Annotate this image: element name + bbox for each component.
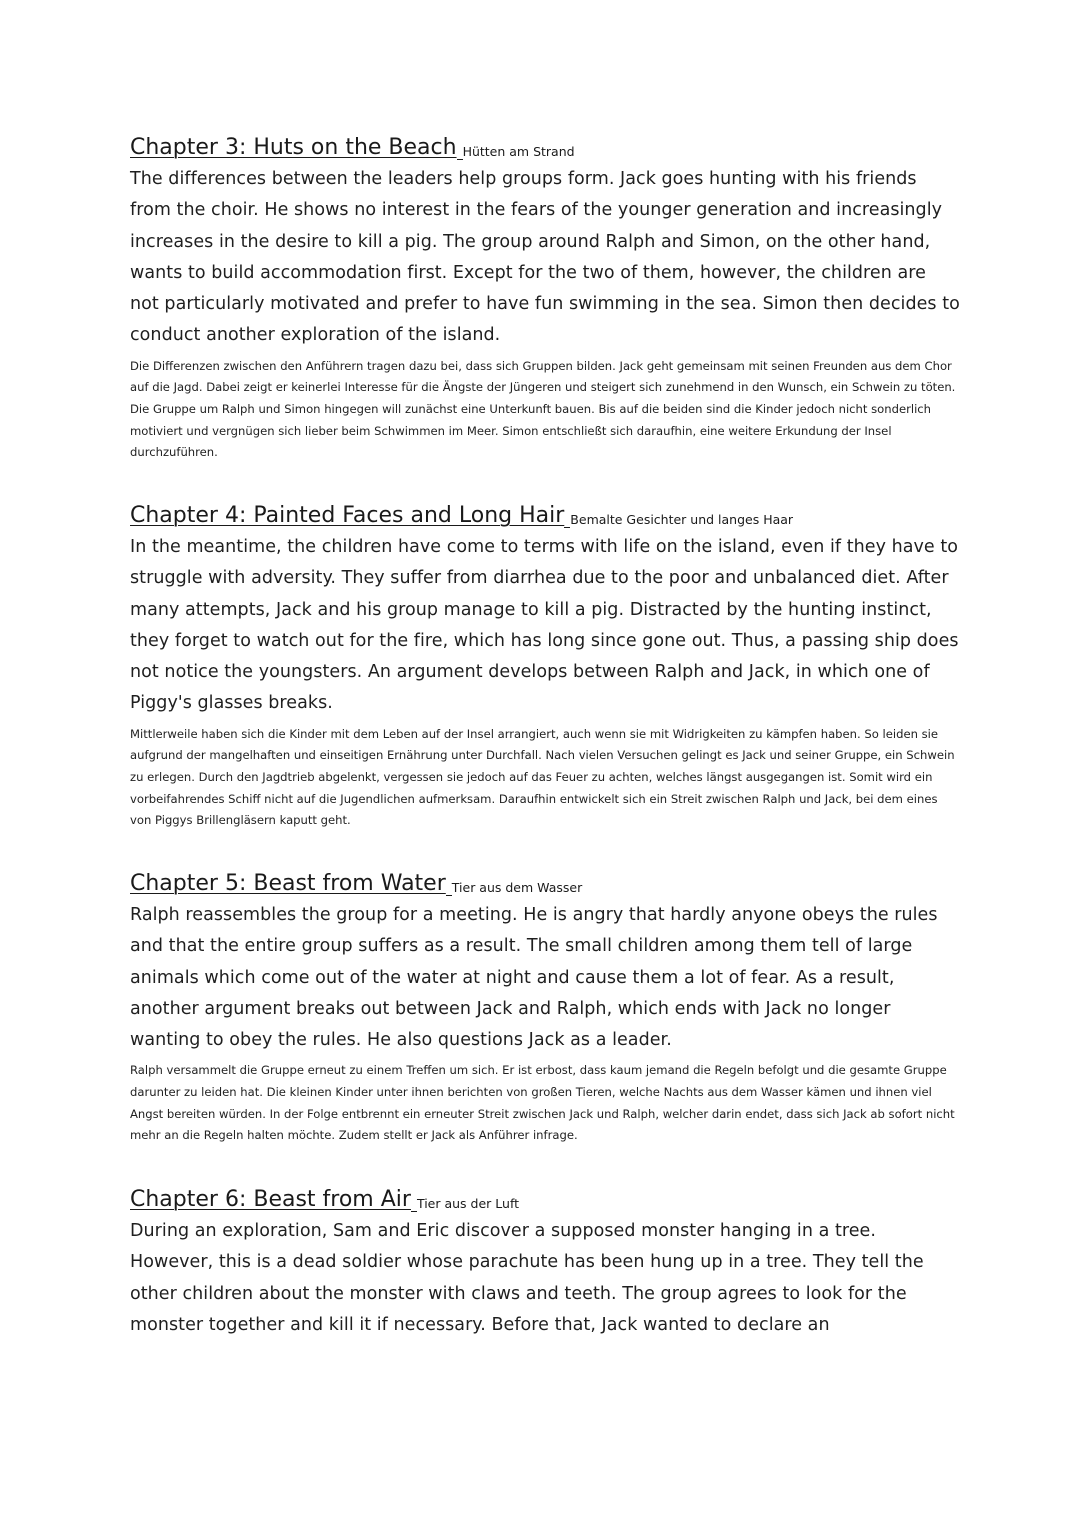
chapter-subtitle: Tier aus der Luft (416, 1196, 520, 1211)
chapter-subtitle: Tier aus dem Wasser (451, 880, 583, 895)
chapter-heading (130, 130, 960, 162)
english-summary: In the meantime, the children have come to terms with life on the island, even if they have to struggle with adversity. They suffer from diarrhea due to the poor and unbalanced diet. After many attempts, Jack and his group manage to kill a pig. Distracted by the hunting instinct, they forget to watch out for the fire, which has long since gone out. Thus, a passing ship does not notice the youngsters. An argument develops between Ralph and Jack, in which one of Piggy's glasses breaks. (130, 537, 959, 714)
english-summary: During an exploration, Sam and Eric discover a supposed monster hanging in a tree. However, this is a dead soldier whose parachute has been hung up in a tree. They tell the other children about the monster with claws and teeth. The group agrees to look for the monster together and kill it if necessary. Before that, Jack wanted to declare an (130, 1221, 924, 1335)
chapter-5-section (130, 866, 960, 1147)
chapter-3-section (130, 130, 960, 464)
german-summary: Mittlerweile haben sich die Kinder mit dem Leben auf der Insel arrangiert, auch wenn sie mit Widrigkeiten zu kämpfen haben. So leiden sie aufgrund der mangelhaften und einseitigen Ernährung unter Durchfall. Nach vielen Versuchen gelingt es Jack und seiner Gruppe, ein Schwein zu erlegen. Durch den Jagdtrieb abgelenkt, vergessen sie jedoch auf das Feuer zu achten, welches längst ausgegangen ist. Somit wird ein vorbeifahrendes Schiff nicht auf die Jugendlichen aufmerksam. Daraufhin entwickelt sich ein Streit zwischen Ralph und Jack, bei dem eines von Piggys Brillengläsern kaputt geht. (130, 726, 955, 828)
chapter-4-section (130, 498, 960, 832)
german-summary: Die Differenzen zwischen den Anführern tragen dazu bei, dass sich Gruppen bilden. Jack geht gemeinsam mit seinen Freunden aus dem Chor auf die Jagd. Dabei zeigt er keinerlei Interesse für die Ängste der Jüngeren und steigert sich zunehmend in den Wunsch, ein Schwein zu töten. Die Gruppe um Ralph und Simon hingegen will zunächst eine Unterkunft bauen. Bis auf die beiden sind die Kinder jedoch nicht sonderlich motiviert und vergnügen sich lieber beim Schwimmen im Meer. Simon entschließt sich daraufhin, eine weitere Erkundung der Insel durchzuführen. (130, 358, 956, 460)
chapter-title: Chapter 4: Painted Faces and Long Hair (130, 503, 565, 528)
english-summary: The differences between the leaders help groups form. Jack goes hunting with his friends from the choir. He shows no interest in the fears of the younger generation and increasingly increases in the desire to kill a pig. The group around Ralph and Simon, on the other hand, wants to build accommodation first. Except for the two of them, however, the children are not particularly motivated and prefer to have fun swimming in the sea. Simon then decides to conduct another exploration of the island. (130, 169, 960, 346)
chapter-heading (130, 866, 960, 898)
chapter-subtitle: Bemalte Gesichter und langes Haar (570, 512, 794, 527)
chapter-title: Chapter 5: Beast from Water (130, 871, 446, 896)
english-summary: Ralph reassembles the group for a meeting. He is angry that hardly anyone obeys the rules and that the entire group suffers as a result. The small children among them tell of large animals which come out of the water at night and cause them a lot of fear. As a result, another argument breaks out between Jack and Ralph, which ends with Jack no longer wanting to obey the rules. He also questions Jack as a leader. (130, 905, 938, 1051)
chapter-subtitle: Hütten am Strand (462, 144, 575, 159)
german-summary: Ralph versammelt die Gruppe erneut zu einem Treffen um sich. Er ist erbost, dass kaum jemand die Regeln befolgt und die gesamte Gruppe darunter zu leiden hat. Die kleinen Kinder unter ihnen berichten von großen Tieren, welche Nachts aus dem Wasser kämen und ihnen viel Angst bereiten würden. In der Folge entbrennt ein erneuter Streit zwischen Jack und Ralph, welcher darin endet, dass sich Jack ab sofort nicht mehr an die Regeln halten möchte. Zudem stellt er Jack als Anführer infrage. (130, 1063, 955, 1143)
chapter-6-section (130, 1182, 960, 1341)
chapter-title: Chapter 6: Beast from Air (130, 1187, 411, 1212)
chapter-heading (130, 1182, 960, 1214)
chapter-title: Chapter 3: Huts on the Beach (130, 135, 457, 160)
chapter-heading (130, 498, 960, 530)
